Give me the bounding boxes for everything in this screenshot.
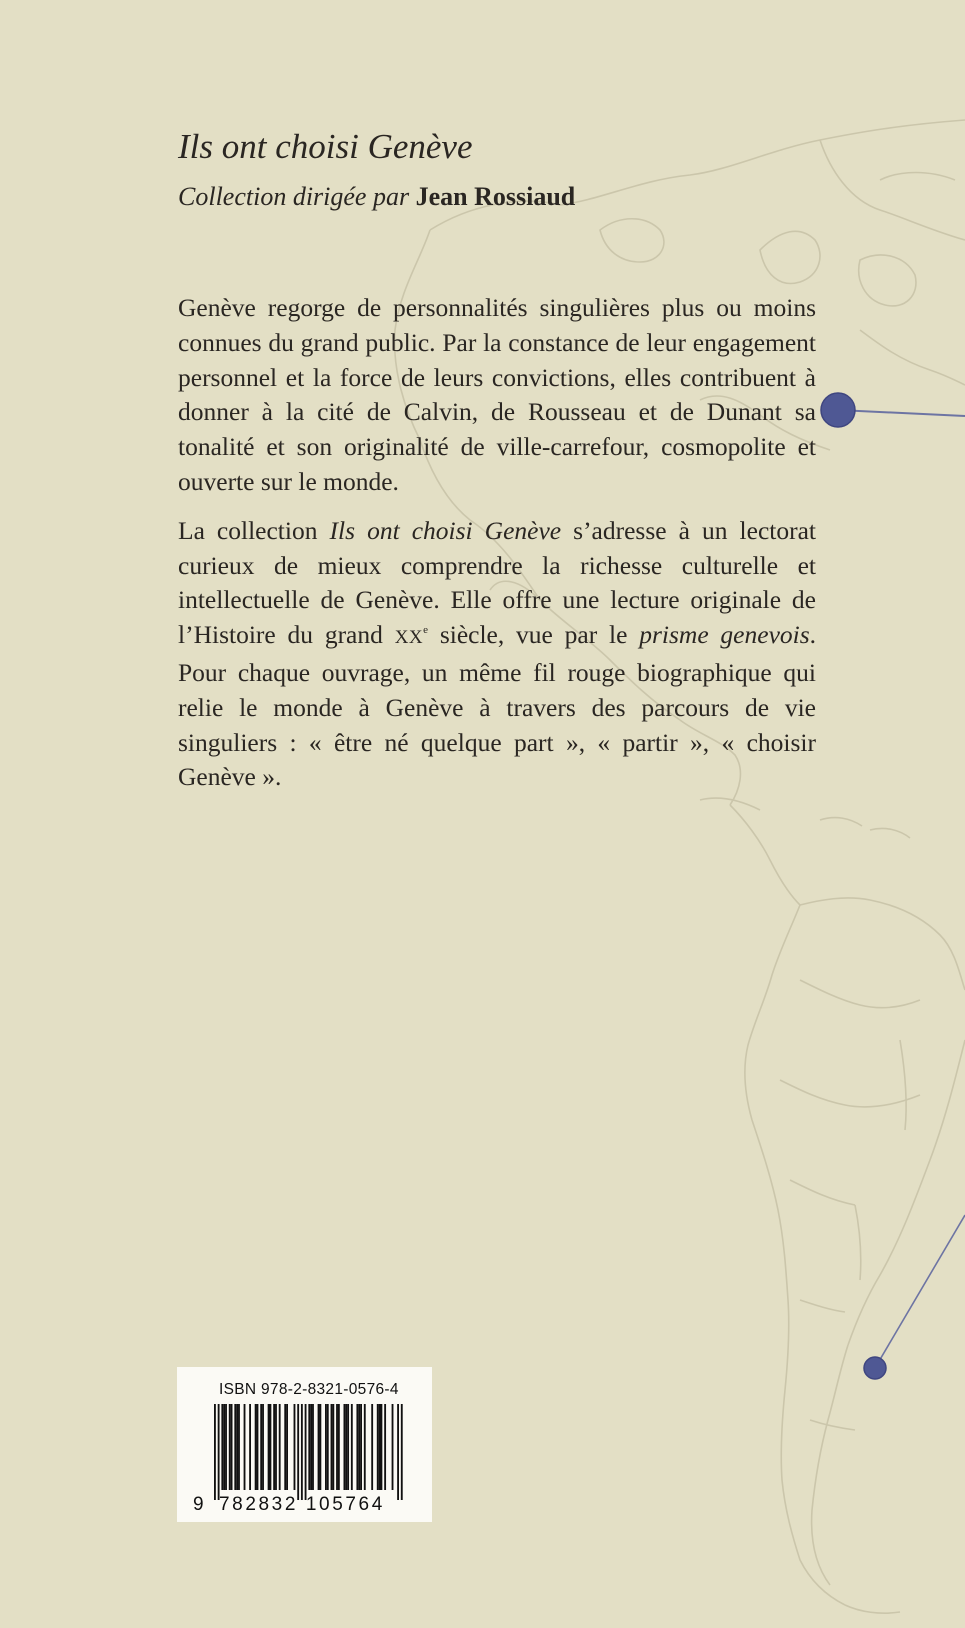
barcode-bar: [392, 1404, 394, 1490]
barcode-bar: [244, 1404, 246, 1490]
barcode-bar: [255, 1404, 257, 1490]
blurb-paragraph-2: [178, 514, 816, 795]
barcode-bar: [231, 1404, 233, 1490]
p2-text-c: siècle, vue par le: [439, 620, 628, 650]
barcode-bar: [305, 1404, 307, 1500]
south-america-outline: [800, 898, 965, 990]
p2-prisme: prisme genevois: [639, 620, 810, 650]
barcode-first-digit: 9: [193, 1494, 204, 1515]
p2-text-b: s’adresse à un lectorat curieux de mieux comprendre la richesse culturelle et intellectuelle de Genève. Elle offre une lecture originale de l’Histoire du grand: [178, 515, 816, 650]
barcode-bar: [358, 1404, 360, 1490]
barcode-bar: [238, 1404, 240, 1490]
barcode-bar: [327, 1404, 329, 1490]
barcode-bar: [284, 1404, 286, 1490]
route-markers: [821, 393, 965, 1379]
barcode-bar: [345, 1404, 347, 1490]
barcode-bar: [318, 1404, 320, 1490]
barcode-bar: [257, 1404, 259, 1490]
barcode-bar: [384, 1404, 386, 1490]
barcode-bar: [229, 1404, 231, 1490]
series-title: Ils ont choisi Genève: [178, 127, 473, 166]
series-editor-line: [178, 179, 816, 215]
barcode-bar: [218, 1404, 220, 1500]
barcode-bar: [286, 1404, 288, 1490]
barcode-digits: 782832 105764: [219, 1494, 385, 1515]
barcode-bar: [325, 1404, 327, 1490]
barcode-bar: [401, 1404, 403, 1500]
barcode-bar: [360, 1404, 362, 1490]
central-america-outline: [730, 805, 800, 905]
isbn-label: ISBN 978-2-8321-0576-4: [219, 1381, 399, 1398]
p2-series-title: Ils ont choisi Genève: [329, 515, 562, 545]
barcode-bar: [297, 1404, 299, 1500]
barcode-bar: [308, 1404, 310, 1490]
p2-century: XX: [394, 627, 424, 649]
p2-text-d: . Pour chaque ouvrage, un même fil rouge biographique qui relie le monde à Genève à travers des parcours de vie singuliers : « être né quelque part », « partir », « choisir Genève ».: [178, 620, 817, 792]
barcode-bar: [275, 1404, 277, 1490]
route-line-north: [838, 410, 965, 416]
barcode-bar: [223, 1404, 225, 1490]
barcode-bar: [336, 1404, 338, 1490]
barcode-bar: [301, 1404, 303, 1500]
barcode-bar: [331, 1404, 333, 1490]
barcode-bar: [381, 1404, 383, 1490]
editor-name: Jean Rossiaud: [415, 182, 576, 211]
route-line-south: [875, 1215, 965, 1368]
barcode-bar: [310, 1404, 312, 1490]
isbn-barcode-box: [177, 1367, 432, 1522]
barcode-bar: [312, 1404, 314, 1490]
barcode-bar: [332, 1404, 334, 1490]
barcode-bar: [273, 1404, 275, 1490]
barcode-bar: [214, 1404, 216, 1500]
barcode-bar: [260, 1404, 262, 1490]
barcode-bars: [212, 1404, 407, 1502]
barcode-bar: [397, 1404, 399, 1500]
barcode-bar: [279, 1404, 281, 1490]
barcode-bar: [221, 1404, 223, 1490]
barcode-bar: [347, 1404, 349, 1490]
barcode-bar: [262, 1404, 264, 1490]
barcode-bar: [344, 1404, 346, 1490]
barcode-bar: [338, 1404, 340, 1490]
barcode-bar: [371, 1404, 373, 1490]
barcode-bar: [225, 1404, 227, 1490]
barcode-bar: [294, 1404, 296, 1490]
p2-century-sup: e: [423, 624, 429, 637]
barcode-bar: [364, 1404, 366, 1490]
editor-prefix: Collection dirigée par: [178, 182, 410, 211]
p2-text-a: La collection: [178, 515, 318, 545]
blurb-paragraph-1: Genève regorge de personnalités singulières plus ou moins connues du grand public. Par la constance de leur engagement personnel et la force de leurs convictions, elles contribuent à donner à la cité de Calvin, de Rousseau et de Dunant sa tonalité et son originalité de ville-carrefour, cosmopolite et ouverte sur le monde.: [178, 293, 816, 496]
barcode-bar: [249, 1404, 251, 1490]
barcode-bar: [379, 1404, 381, 1490]
barcode-bar: [268, 1404, 270, 1490]
barcode-bar: [351, 1404, 353, 1490]
marker-dot-south: [864, 1357, 886, 1379]
barcode-bar: [356, 1404, 358, 1490]
barcode-bar: [377, 1404, 379, 1490]
barcode-bar: [319, 1404, 321, 1490]
back-cover-text: [178, 125, 816, 795]
barcode-bar: [234, 1404, 236, 1490]
marker-dot-north: [821, 393, 855, 427]
barcode-bar: [270, 1404, 272, 1490]
barcode-bar: [236, 1404, 238, 1490]
